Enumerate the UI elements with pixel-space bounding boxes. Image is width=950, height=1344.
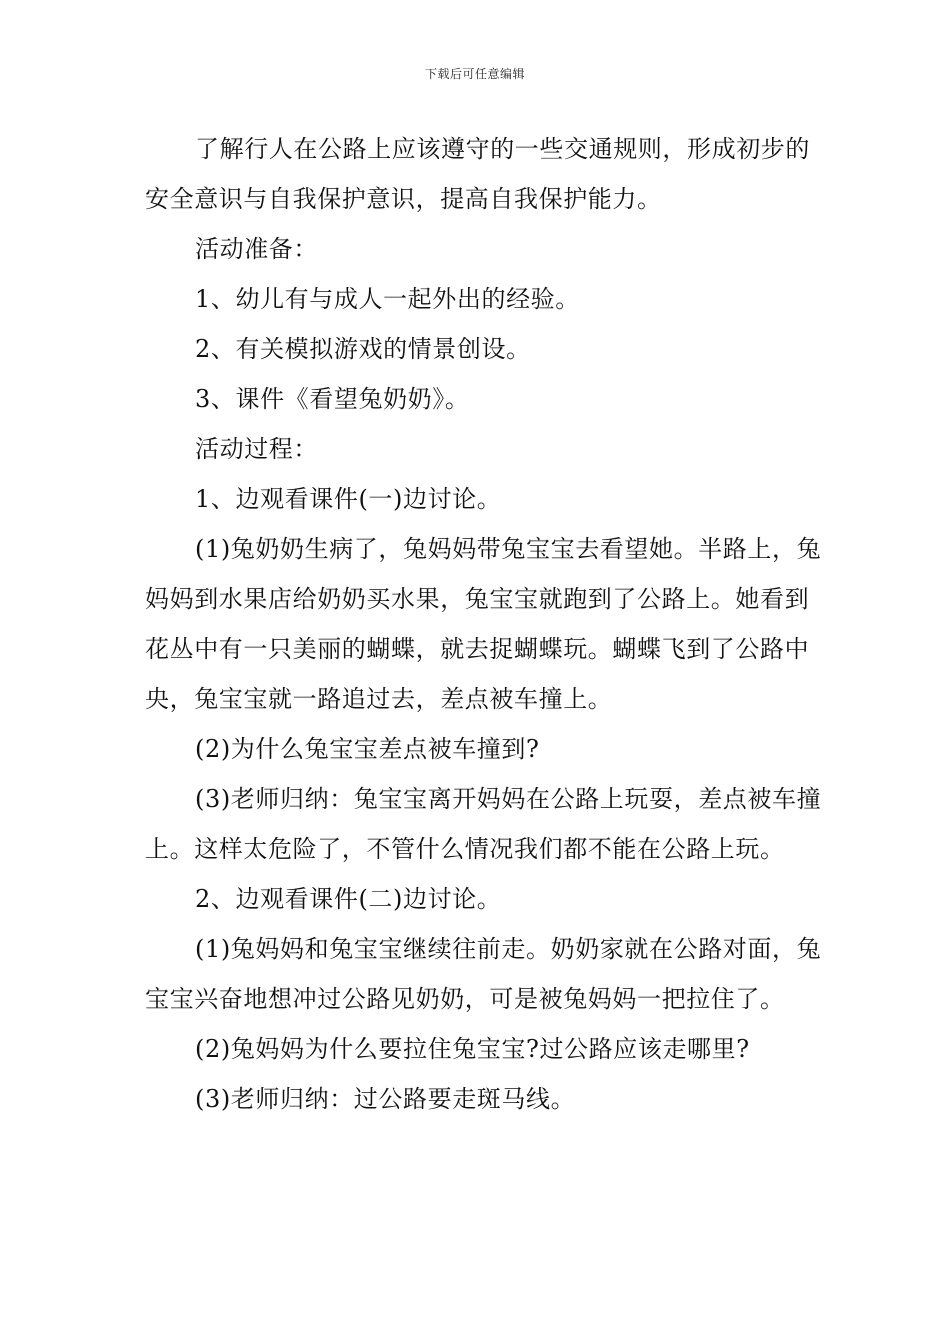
step-2-summary: (3)老师归纳：过公路要走斑马线。 [195,1085,576,1113]
step-1-summary: (3)老师归纳：兔宝宝离开妈妈在公路上玩耍，差点被车撞上。这样太危险了，不管什么情况我们都不能在公路上玩。 [145,785,822,863]
step-1-title: 1、边观看课件(一)边讨论。 [195,485,502,513]
step-2-title: 2、边观看课件(二)边讨论。 [195,885,502,913]
step-1-story: (1)兔奶奶生病了，兔妈妈带兔宝宝去看望她。半路上，兔妈妈到水果店给奶奶买水果，兔宝宝就跑到了公路上。她看到花丛中有一只美丽的蝴蝶，就去捉蝴蝶玩。蝴蝶飞到了公路中央，兔宝宝就一路追过去，差点被车撞上。 [145,535,822,713]
page-header: 下载后可任意编辑 [424,67,525,81]
document-body [145,124,825,1124]
heading-activity-process: 活动过程： [195,435,318,463]
step-2-question: (2)兔妈妈为什么要拉住兔宝宝?过公路应该走哪里? [195,1035,750,1063]
step-2-story: (1)兔妈妈和兔宝宝继续往前走。奶奶家就在公路对面，兔宝宝兴奋地想冲过公路见奶奶，可是被兔妈妈一把拉住了。 [145,935,822,1013]
heading-activity-preparation: 活动准备： [195,235,318,263]
list-item-preparation-1: 1、幼儿有与成人一起外出的经验。 [195,285,580,313]
list-item-preparation-2: 2、有关模拟游戏的情景创设。 [195,335,531,363]
list-item-preparation-3: 3、课件《看望兔奶奶》。 [195,385,470,413]
step-1-question: (2)为什么兔宝宝差点被车撞到? [195,735,540,763]
paragraph-intro: 了解行人在公路上应该遵守的一些交通规则，形成初步的安全意识与自我保护意识，提高自我保护能力。 [145,135,810,213]
